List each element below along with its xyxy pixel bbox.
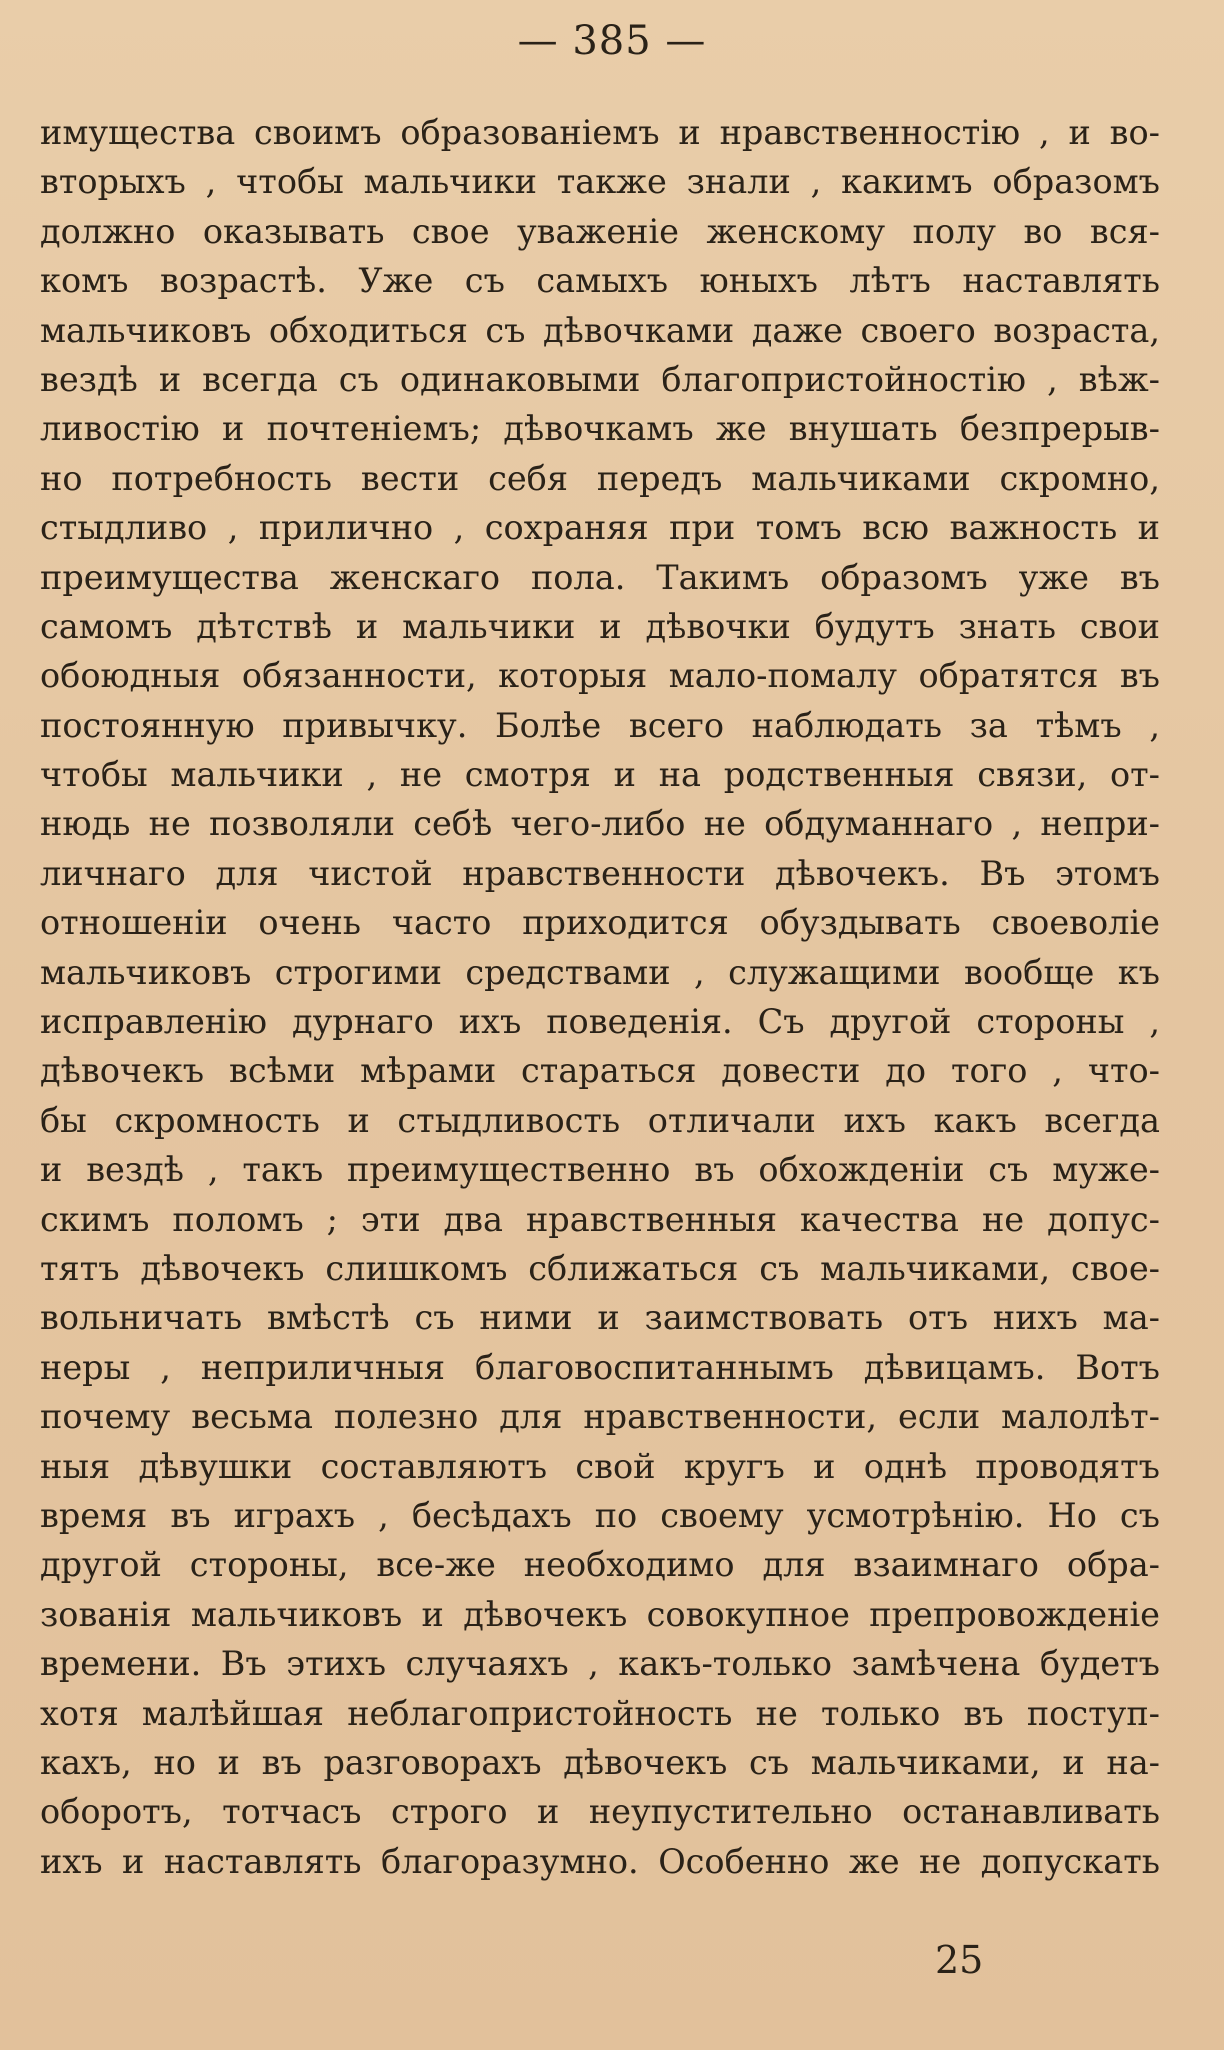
- text-line: должно оказывать свое уваженіе женскому полу во вся-: [40, 211, 1160, 251]
- text-line: вольничать вмѣстѣ съ ними и заимствовать отъ нихъ ма-: [40, 1298, 1160, 1338]
- signature-mark: 25: [935, 1938, 984, 1982]
- text-line: кахъ, но и въ разговорахъ дѣвочекъ съ мальчиками, и на-: [40, 1742, 1160, 1782]
- text-line: мальчиковъ строгими средствами , служащими вообще къ: [40, 952, 1160, 992]
- text-line: хотя малѣйшая неблагопристойность не только въ поступ-: [40, 1693, 1160, 1733]
- text-line: зованія мальчиковъ и дѣвочекъ совокупное препровожденіе: [40, 1594, 1160, 1634]
- text-line: вторыхъ , чтобы мальчики также знали , какимъ образомъ: [40, 162, 1160, 202]
- text-line: постоянную привычку. Болѣе всего наблюдать за тѣмъ ,: [40, 705, 1160, 745]
- text-line: и вездѣ , такъ преимущественно въ обхожденіи съ муже-: [40, 1150, 1160, 1190]
- text-line: но потребность вести себя передъ мальчиками скромно,: [40, 458, 1160, 498]
- text-line: чтобы мальчики , не смотря и на родственныя связи, от-: [40, 755, 1160, 795]
- body-text: [40, 108, 1160, 1886]
- text-line: самомъ дѣтствѣ и мальчики и дѣвочки будутъ знать свои: [40, 606, 1160, 646]
- text-line: тятъ дѣвочекъ слишкомъ сближаться съ мальчиками, свое-: [40, 1248, 1160, 1288]
- text-line: время въ играхъ , бесѣдахъ по своему усмотрѣнію. Но съ: [40, 1495, 1160, 1535]
- text-line: другой стороны, все-же необходимо для взаимнаго обра-: [40, 1545, 1160, 1585]
- text-line: почему весьма полезно для нравственности, если малолѣт-: [40, 1397, 1160, 1437]
- text-line: дѣвочекъ всѣми мѣрами стараться довести до того , что-: [40, 1051, 1160, 1091]
- text-line: мальчиковъ обходиться съ дѣвочками даже своего возраста,: [40, 310, 1160, 350]
- text-line: оборотъ, тотчасъ строго и неупустительно останавливать: [40, 1792, 1160, 1832]
- text-line: отношеніи очень часто приходится обуздывать своеволіе: [40, 903, 1160, 943]
- text-line: нюдь не позволяли себѣ чего-либо не обдуманнаго , непри-: [40, 804, 1160, 844]
- text-line: имущества своимъ образованіемъ и нравственностію , и во-: [40, 113, 1160, 152]
- text-line: неры , неприличныя благовоспитаннымъ дѣвицамъ. Вотъ: [40, 1347, 1160, 1387]
- text-line: времени. Въ этихъ случаяхъ , какъ-только замѣчена будетъ: [40, 1644, 1160, 1684]
- text-line: стыдливо , прилично , сохраняя при томъ всю важность и: [40, 508, 1160, 548]
- text-line: скимъ поломъ ; эти два нравственныя качества не допус-: [40, 1199, 1160, 1239]
- text-line: комъ возрастѣ. Уже съ самыхъ юныхъ лѣтъ наставлять: [40, 261, 1160, 301]
- page-number: — 385 —: [517, 18, 707, 64]
- text-line: обоюдныя обязанности, которыя мало-помалу обратятся въ: [40, 656, 1160, 696]
- text-line: вездѣ и всегда съ одинаковыми благопристойностію , вѣж-: [40, 359, 1160, 399]
- text-line: преимущества женскаго пола. Такимъ образомъ уже въ: [40, 557, 1160, 597]
- text-line: ливостію и почтеніемъ; дѣвочкамъ же внушать безпрерыв-: [40, 409, 1160, 449]
- text-line: ныя дѣвушки составляютъ свой кругъ и однѣ проводятъ: [40, 1446, 1160, 1486]
- text-line: бы скромность и стыдливость отличали ихъ какъ всегда: [40, 1100, 1160, 1140]
- text-line: исправленію дурнаго ихъ поведенія. Съ другой стороны ,: [40, 1002, 1160, 1042]
- text-line: личнаго для чистой нравственности дѣвочекъ. Въ этомъ: [40, 853, 1160, 893]
- text-line: ихъ и наставлять благоразумно. Особенно же не допускать: [40, 1841, 1160, 1881]
